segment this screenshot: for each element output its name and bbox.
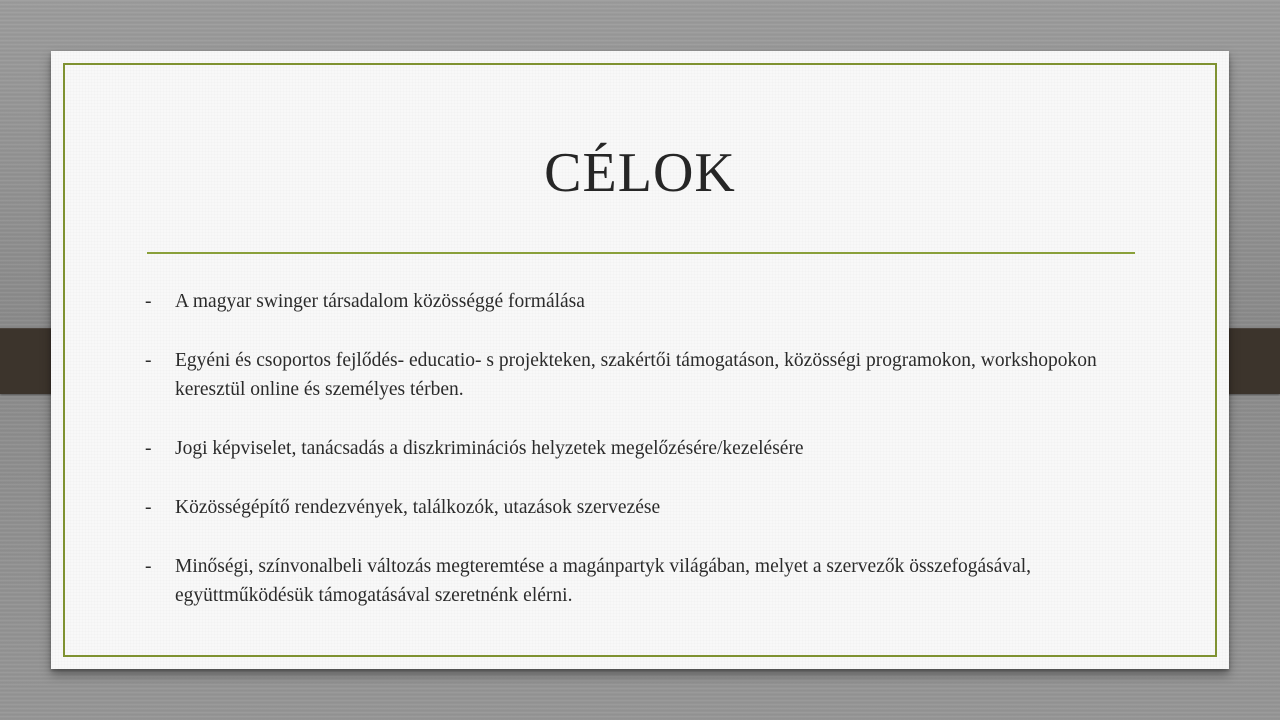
list-item-text: Közösségépítő rendezvények, találkozók, utazások szervezése <box>175 497 661 518</box>
list-item <box>143 493 1143 522</box>
bullet-dash: - <box>145 497 152 518</box>
bullet-dash: - <box>145 350 152 371</box>
goals-list <box>143 287 1143 640</box>
list-item-text: A magyar swinger társadalom közösséggé formálása <box>175 291 585 312</box>
list-item-text: Jogi képviselet, tanácsadás a diszkriminációs helyzetek megelőzésére/kezelésére <box>175 438 804 459</box>
slide-card <box>51 51 1229 669</box>
bullet-dash: - <box>145 291 152 312</box>
bullet-dash: - <box>145 556 152 577</box>
list-item-text: Egyéni és csoportos fejlődés- educatio- s projekteken, szakértői támogatáson, közösségi programokon, workshopokon keresztül online és személyes térben. <box>175 350 1097 400</box>
bullet-dash: - <box>145 438 152 459</box>
list-item <box>143 434 1143 463</box>
list-item <box>143 346 1143 404</box>
title-divider <box>147 252 1135 254</box>
list-item <box>143 552 1143 610</box>
list-item <box>143 287 1143 316</box>
list-item-text: Minőségi, színvonalbeli változás megteremtése a magánpartyk világában, melyet a szervezők összefogásával, együttműködésük támogatásával szeretnénk elérni. <box>175 556 1032 606</box>
slide-title: CÉLOK <box>544 142 736 204</box>
